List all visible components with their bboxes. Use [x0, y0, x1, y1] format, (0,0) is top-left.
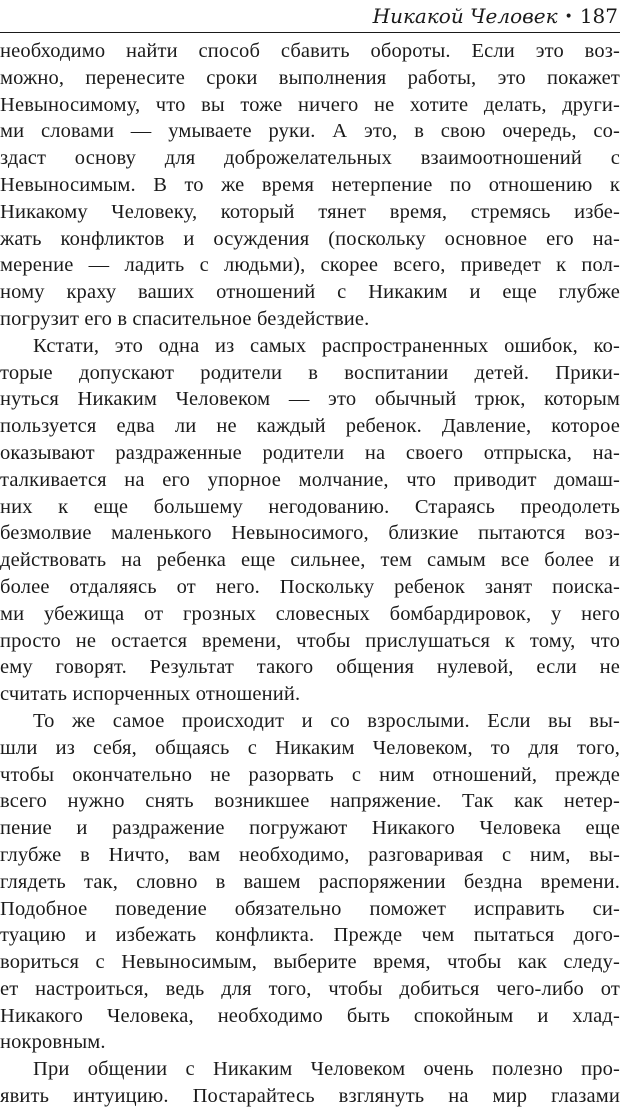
text-line: оказывают раздраженные родители на своего отпрыска, на-	[0, 441, 620, 464]
text-line: вориться с Невыносимым, выберите время, чтобы как следу-	[0, 951, 620, 974]
text-line: всего нужно снять возникшее напряжение. Так как нетер-	[0, 790, 620, 813]
header-rule	[0, 32, 620, 33]
text-line: шли из себя, общаясь с Никаким Человеком, то для того,	[0, 736, 620, 759]
text-line: просто не остается времени, чтобы прислушаться к тому, что	[0, 629, 620, 652]
text-line: торые допускают родители в воспитании детей. Прики-	[0, 361, 620, 384]
text-line: жать конфликтов и осуждения (поскольку основное его на-	[0, 227, 620, 250]
text-line: погрузит его в спасительное бездействие.	[0, 307, 370, 330]
text-line: При общении с Никаким Человеком очень полезно про-	[33, 1058, 620, 1081]
page-number: 187	[579, 4, 618, 28]
text-line: можно, перенесите сроки выполнения работы, это покажет	[0, 66, 620, 89]
body-text	[0, 38, 620, 1110]
text-line: нуться Никаким Человеком — это обычный трюк, которым	[0, 388, 620, 411]
text-line: То же самое происходит и со взрослыми. Если вы вы-	[33, 709, 620, 732]
text-line: талкивается на его упорное молчание, что приводит домаш-	[0, 468, 620, 491]
text-line: Невыносимому, что вы тоже ничего не хотите делать, други-	[0, 93, 620, 116]
text-line: Невыносимым. В то же время нетерпение по отношению к	[0, 173, 620, 196]
text-line: Кстати, это одна из самых распространенных ошибок, ко-	[33, 334, 620, 357]
text-line: ми словами — умываете руки. А это, в свою очередь, со-	[0, 120, 620, 143]
text-line: ми убежища от грозных словесных бомбардировок, у него	[0, 602, 620, 625]
text-line: них к еще большему негодованию. Стараясь преодолеть	[0, 495, 620, 518]
text-line: глубже в Ничто, вам необходимо, разговаривая с ним, вы-	[0, 843, 620, 866]
running-head	[0, 3, 618, 29]
text-line: Никакому Человеку, который тянет время, стремясь избе-	[0, 200, 620, 223]
text-line: ему говорят. Результат такого общения нулевой, если не	[0, 656, 620, 679]
text-line: Подобное поведение обязательно поможет исправить си-	[0, 897, 620, 920]
text-line: туацию и избежать конфликта. Прежде чем пытаться дого-	[0, 924, 620, 947]
text-line: безмолвие маленького Невыносимого, близкие пытаются воз-	[0, 522, 620, 545]
text-line: явить интуицию. Постарайтесь взглянуть на мир глазами	[0, 1085, 620, 1108]
running-head-title: Никакой Человек	[372, 4, 558, 28]
text-line: ному краху ваших отношений с Никаким и еще глубже	[0, 281, 620, 304]
text-line: необходимо найти способ сбавить обороты. Если это воз-	[0, 40, 620, 62]
text-line: действовать на ребенка еще сильнее, тем самым все более и	[0, 549, 620, 572]
text-line: пользуется едва ли не каждый ребенок. Давление, которое	[0, 415, 620, 438]
text-line: здаст основу для доброжелательных взаимоотношений с	[0, 147, 620, 170]
text-line: мерение — ладить с людьми), скорее всего, приведет к пол-	[0, 254, 620, 277]
text-line: чтобы окончательно не разорвать с ним отношений, прежде	[0, 763, 620, 786]
text-line: Никакого Человека, необходимо быть спокойным и хлад-	[0, 1004, 620, 1027]
text-line: пение и раздражение погружают Никакого Человека еще	[0, 817, 620, 840]
text-line: нокровным.	[0, 1031, 106, 1054]
text-line: ет настроиться, ведь для того, чтобы добиться чего-либо от	[0, 977, 620, 1000]
text-line: считать испорченных отношений.	[0, 683, 301, 706]
separator-dot: •	[564, 9, 573, 25]
text-line: более отдаляясь от него. Поскольку ребенок занят поиска-	[0, 575, 620, 598]
text-line: глядеть так, словно в вашем распоряжении бездна времени.	[0, 870, 620, 893]
